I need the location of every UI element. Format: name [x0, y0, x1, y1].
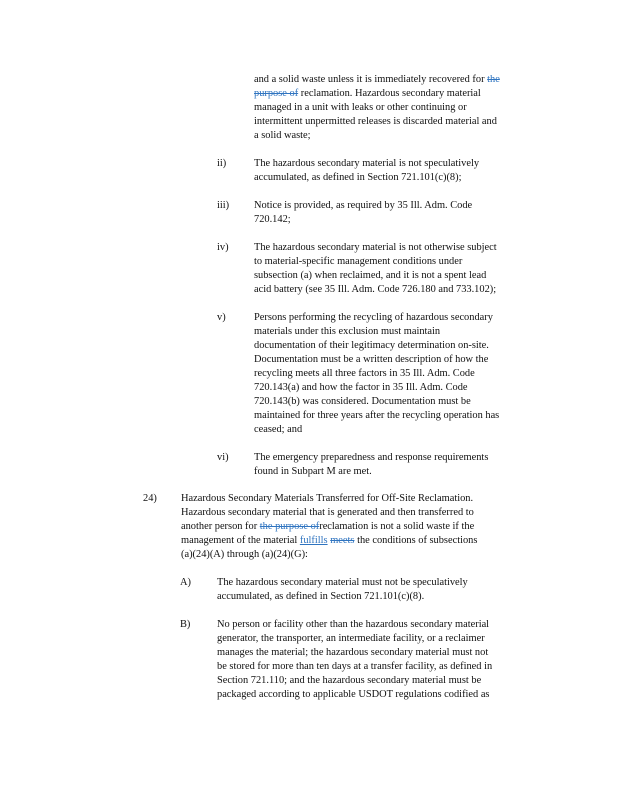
text-line: 720.142; — [254, 214, 291, 225]
text-line: a solid waste; — [254, 130, 311, 141]
text-line: materials under this exclusion must maintain — [254, 326, 441, 337]
text-line: (a)(24)(A) through (a)(24)(G): — [181, 549, 308, 560]
text-line: ceased; and — [254, 424, 303, 435]
item-label: B) — [180, 619, 191, 630]
text-line: found in Subpart M are met. — [254, 466, 372, 477]
text-line: another person for the purpose ofreclamation is not a solid waste if the — [181, 521, 475, 532]
text-line: generator, the transporter, an intermediate facility, or a reclaimer — [217, 633, 485, 644]
text-line: The hazardous secondary material is not speculatively — [254, 158, 480, 169]
text-line: and a solid waste unless it is immediately recovered for the — [254, 74, 500, 85]
deleted-text: meets — [330, 535, 355, 546]
text-line: recycling meets all three factors in 35 Ill. Adm. Code — [254, 368, 475, 379]
text-line: acid battery (see 35 Ill. Adm. Code 726.180 and 733.102); — [254, 284, 497, 295]
text-line: The hazardous secondary material must not be speculatively — [217, 577, 468, 588]
deleted-text: the purpose of — [259, 521, 320, 532]
text-line: The hazardous secondary material is not otherwise subject — [254, 242, 497, 253]
deleted-text: purpose of — [254, 88, 299, 99]
text-line: purpose of reclamation. Hazardous secondary material — [254, 88, 481, 99]
item-label: A) — [180, 577, 191, 588]
item-label: iv) — [217, 242, 229, 253]
text-line: management of the material fulfills meets the conditions of subsections — [181, 535, 478, 546]
item-label: 24) — [143, 493, 157, 504]
text-line: Documentation must be a written description of how the — [254, 354, 489, 365]
inserted-text: fulfills — [299, 535, 328, 546]
text-line: Hazardous Secondary Materials Transferred for Off-Site Reclamation. — [181, 493, 474, 504]
item-label: vi) — [217, 452, 229, 463]
text-line: The emergency preparedness and response requirements — [254, 452, 489, 463]
text-line: to material-specific management conditions under — [254, 256, 463, 267]
item-label: iii) — [217, 200, 230, 211]
deleted-text: the — [487, 74, 500, 85]
text-line: maintained for three years after the recycling operation has — [254, 410, 500, 421]
text-line: be stored for more than ten days at a transfer facility, as defined in — [217, 661, 493, 672]
text-line: No person or facility other than the hazardous secondary material — [217, 619, 490, 630]
text-line: Section 721.110; and the hazardous secondary material must be — [217, 675, 482, 686]
text-line: manages the material; the hazardous secondary material must not — [217, 647, 489, 658]
item-label: ii) — [217, 158, 227, 169]
text-line: accumulated, as defined in Section 721.101(c)(8); — [254, 172, 462, 183]
text-line: managed in a unit with leaks or other continuing or — [254, 102, 467, 113]
text-line: Hazardous secondary material that is generated and then transferred to — [181, 507, 474, 518]
text-line: documentation of their legitimacy determination on-site. — [254, 340, 489, 351]
text-line: subsection (a) when reclaimed, and it is not a spent lead — [254, 270, 487, 281]
text-line: 720.143(b) was considered. Documentation must be — [254, 396, 471, 407]
text-line: Notice is provided, as required by 35 Ill. Adm. Code — [254, 200, 473, 211]
text-line: intermittent unpermitted releases is discarded material and — [254, 116, 497, 127]
text-line: packaged according to applicable USDOT regulations codified as — [217, 689, 490, 700]
item-label: v) — [217, 312, 226, 323]
text-line: Persons performing the recycling of hazardous secondary — [254, 312, 493, 323]
text-line: accumulated, as defined in Section 721.101(c)(8). — [217, 591, 425, 602]
text-line: 720.143(a) and how the factor in 35 Ill. Adm. Code — [254, 382, 468, 393]
